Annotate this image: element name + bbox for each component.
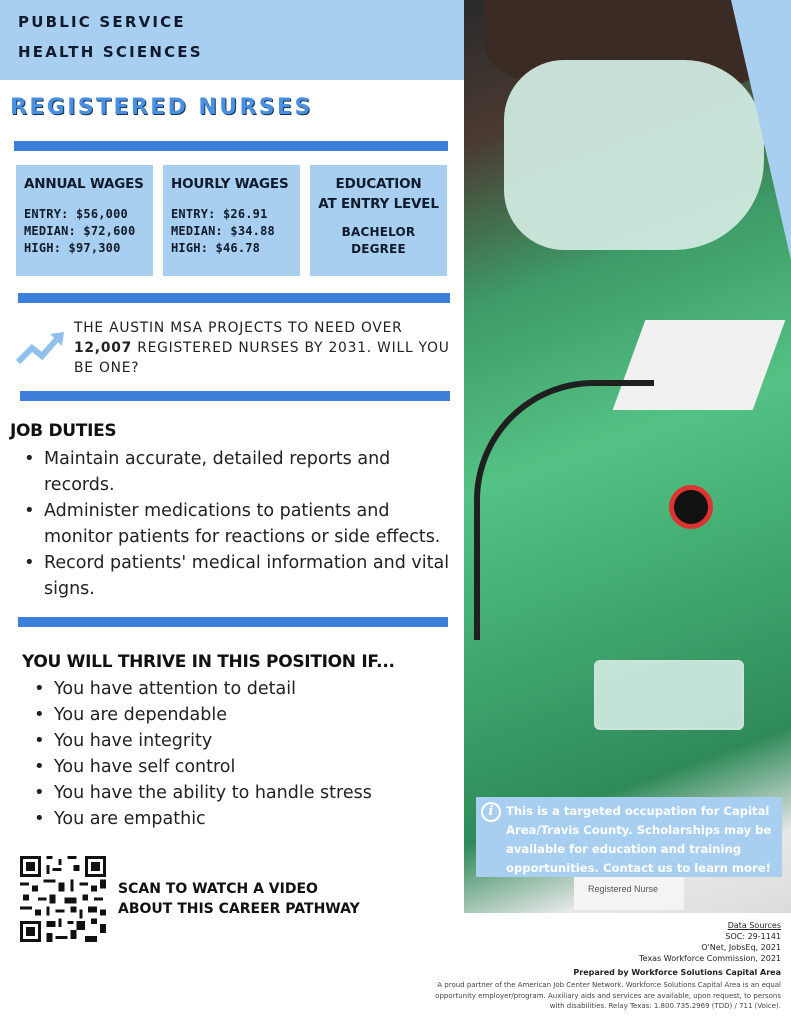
education-heading-1: EDUCATION bbox=[335, 176, 422, 192]
data-source-twc: Texas Workforce Commission, 2021 bbox=[639, 954, 781, 963]
projection-number: 12,007 bbox=[74, 340, 133, 356]
divider-bar bbox=[14, 141, 448, 151]
data-sources-title: Data Sources bbox=[727, 921, 781, 930]
qr-code[interactable] bbox=[20, 856, 106, 942]
job-duties-list bbox=[22, 446, 462, 602]
photo-badge-holder bbox=[594, 660, 744, 730]
hourly-high: HIGH: $46.78 bbox=[171, 241, 261, 255]
education-heading-2: AT ENTRY LEVEL bbox=[318, 196, 439, 212]
annual-median: MEDIAN: $72,600 bbox=[24, 224, 136, 238]
list-item: • You have the ability to handle stress bbox=[32, 780, 452, 806]
data-source-soc: SOC: 29-1141 bbox=[725, 932, 781, 941]
legal-disclaimer: A proud partner of the American Job Center Network. Workforce Solutions Capital Area is an equal opportunity employer/program. Auxiliary aids and services are available, upon request, to persons with disabilities. Relay Texas: 1.800.735.2969 (TDD) / 711 (Voice). bbox=[435, 981, 781, 1010]
list-item: • You have attention to detail bbox=[32, 676, 452, 702]
list-item: • You have integrity bbox=[32, 728, 452, 754]
divider-bar bbox=[20, 391, 450, 401]
projection-lead: THE AUSTIN MSA PROJECTS TO NEED OVER bbox=[74, 320, 403, 336]
annual-entry: ENTRY: $56,000 bbox=[24, 207, 128, 221]
list-item: • You are empathic bbox=[32, 806, 452, 832]
annual-wages-box bbox=[16, 165, 153, 276]
scan-line-1: SCAN TO WATCH A VIDEO bbox=[118, 881, 318, 897]
list-item: • Administer medications to patients and monitor patients for reactions or side effects. bbox=[22, 498, 462, 550]
data-source-onet: O'Net, JobsEq, 2021 bbox=[701, 943, 781, 952]
header-category: PUBLIC SERVICE bbox=[18, 13, 186, 31]
annual-high: HIGH: $97,300 bbox=[24, 241, 121, 255]
hourly-median: MEDIAN: $34.88 bbox=[171, 224, 275, 238]
prepared-by: Prepared by Workforce Solutions Capital Area bbox=[573, 968, 781, 977]
thrive-heading: YOU WILL THRIVE IN THIS POSITION IF... bbox=[22, 652, 395, 672]
scan-line-2: ABOUT THIS CAREER PATHWAY bbox=[118, 901, 360, 917]
scan-caption bbox=[118, 879, 360, 919]
list-item: • Maintain accurate, detailed reports and records. bbox=[22, 446, 462, 498]
list-item: • You are dependable bbox=[32, 702, 452, 728]
photo-mask bbox=[504, 60, 764, 250]
thrive-list bbox=[32, 676, 452, 832]
hourly-wages-heading: HOURLY WAGES bbox=[171, 176, 289, 192]
list-item: • Record patients' medical information and vital signs. bbox=[22, 550, 462, 602]
education-value-1: BACHELOR bbox=[341, 225, 416, 239]
scholarship-info-box bbox=[476, 797, 782, 877]
annual-wages-heading: ANNUAL WAGES bbox=[24, 176, 144, 192]
header-subcategory: HEALTH SCIENCES bbox=[18, 43, 203, 61]
divider-bar bbox=[18, 617, 448, 627]
hourly-entry: ENTRY: $26.91 bbox=[171, 207, 268, 221]
photo-badge-clip bbox=[669, 485, 713, 529]
job-duties-heading: JOB DUTIES bbox=[10, 421, 117, 441]
photo-name-tag-text: Registered Nurse bbox=[588, 884, 659, 894]
education-box bbox=[310, 165, 447, 276]
photo-stethoscope bbox=[474, 380, 654, 640]
nurse-photo bbox=[464, 0, 791, 913]
page-title: REGISTERED NURSES bbox=[10, 95, 313, 120]
data-sources bbox=[639, 920, 781, 964]
photo-corner bbox=[731, 0, 791, 260]
projection-text bbox=[74, 318, 454, 378]
info-icon: i bbox=[481, 802, 501, 822]
trending-up-icon bbox=[14, 330, 66, 366]
projection-rest: REGISTERED NURSES BY 2031. WILL YOU BE ONE? bbox=[74, 340, 450, 376]
education-value-2: DEGREE bbox=[351, 242, 406, 256]
scholarship-info-text: This is a targeted occupation for Capital Area/Travis County. Scholarships may be available for education and training opportunities. Contact us to learn more! bbox=[506, 804, 772, 875]
header-band bbox=[0, 0, 464, 80]
divider-bar bbox=[18, 293, 450, 303]
list-item: • You have self control bbox=[32, 754, 452, 780]
hourly-wages-box bbox=[163, 165, 300, 276]
